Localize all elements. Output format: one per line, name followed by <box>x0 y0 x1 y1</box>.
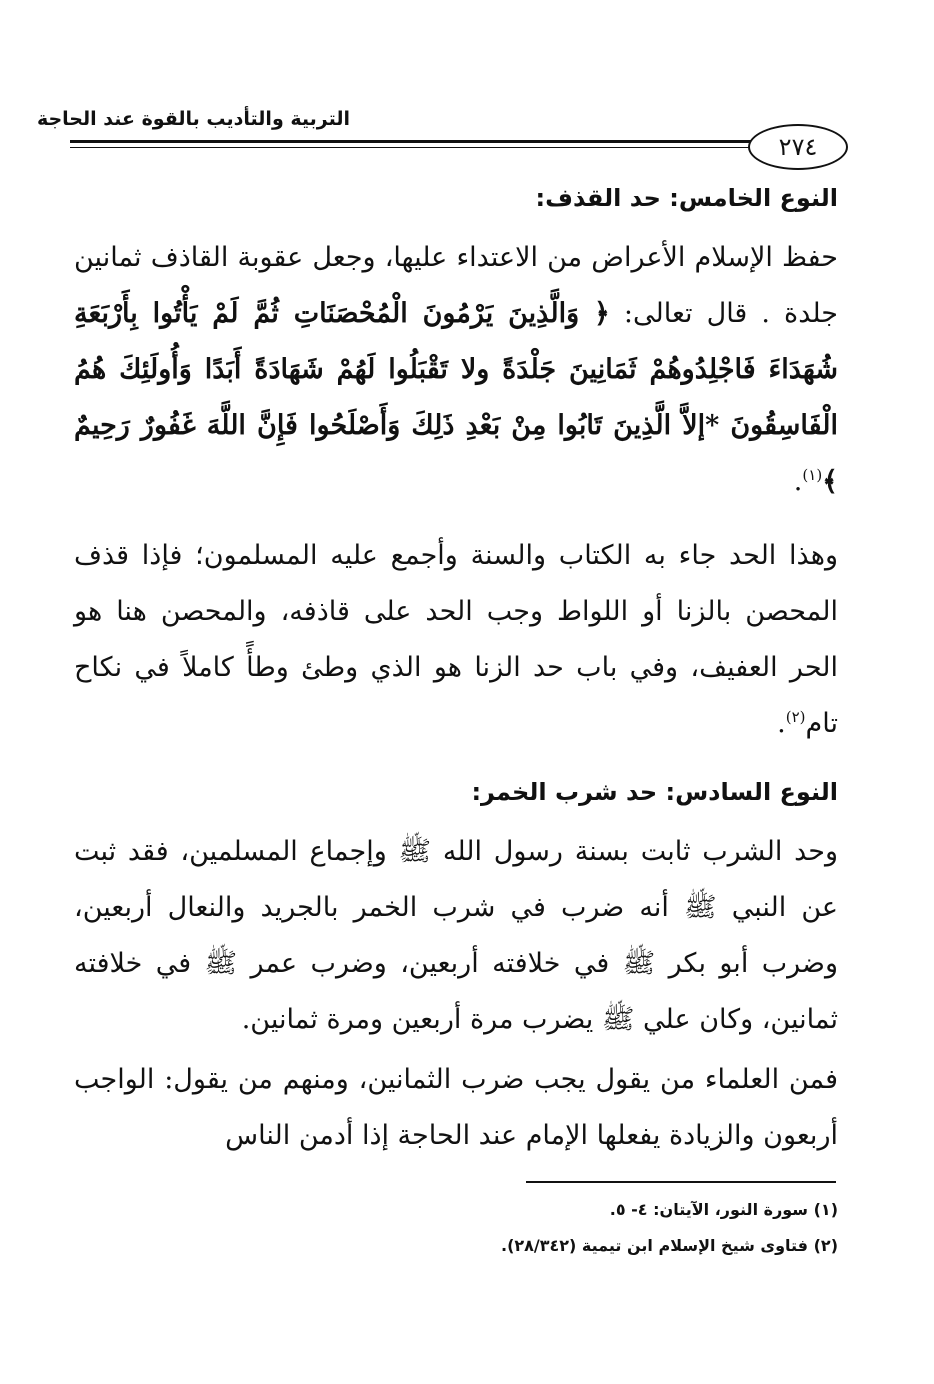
main-content <box>74 170 838 1168</box>
running-title: التربية والتأديب بالقوة عند الحاجة <box>36 108 350 130</box>
paragraph-end-mark: . <box>777 708 786 739</box>
footnote-ref-1: (١) <box>802 466 823 484</box>
footnote-separator <box>526 1181 836 1183</box>
header-rule-thick <box>70 140 760 143</box>
footnote-1: (١) سورة النور، الآيتان: ٤- ٥. <box>609 1200 838 1219</box>
paragraph-khamr-scholars: فمن العلماء من يقول يجب ضرب الثمانين، ومنهم من يقول: الواجب أربعون والزيادة يفعلها الإمام عند الحاجة إذا أدمن الناس <box>74 1064 838 1151</box>
paragraph-end-mark: . <box>793 466 803 497</box>
quran-verse: ﴿ وَالَّذِينَ يَرْمُونَ الْمُحْصَنَاتِ ثُمَّ لَمْ يَأْتُوا بِأَرْبَعَةِ شُهَدَاءَ فَاجْلِدُوهُمْ ثَمَانِينَ جَلْدَةً ولا تَقْبَلُوا لَهُمْ شَهَادَةً أَبَدًا وَأُولَئِكَ هُمُ الْفَاسِقُونَ *إلاَّ الَّذِينَ تَابُوا مِنْ بَعْدِ ذَلِكَ وَأَصْلَحُوا فَإِنَّ اللَّهَ غَفُورٌ رَحِيمٌ ﴾ <box>74 298 838 497</box>
paragraph-khamr-sunnah: وحد الشرب ثابت بسنة رسول الله ﷺ وإجماع المسلمين، فقد ثبت عن النبي ﷺ أنه ضرب في شرب الخمر بالجريد والنعال أربعين، وضرب أبو بكر ﷺ في خلافته أربعين، وضرب عمر ﷺ في خلافته ثمانين، وكان علي ﷺ يضرب مرة أربعين ومرة ثمانين. <box>74 836 838 1035</box>
footnotes <box>338 1192 838 1264</box>
page-number-badge <box>748 124 848 170</box>
footnote-2: (٢) فتاوى شيخ الإسلام ابن تيمية (٢٨/٣٤٢). <box>500 1236 838 1255</box>
paragraph-intro: حفظ الإسلام الأعراض من الاعتداء عليها، وجعل عقوبة القاذف ثمانين جلدة . قال تعالى: <box>74 242 838 329</box>
section-heading-qadhf: النوع الخامس: حد القذف: <box>535 184 838 212</box>
paragraph-text: وهذا الحد جاء به الكتاب والسنة وأجمع عليه المسلمون؛ فإذا قذف المحصن بالزنا أو اللواط وجب الحد على قاذفه، والمحصن هنا هو الحر العفيف، وفي باب حد الزنا هو الذي وطئ وطأً كاملاً في نكاح تام <box>74 540 838 739</box>
section-heading-khamr: النوع السادس: حد شرب الخمر: <box>471 778 838 806</box>
paragraph-qadhf-ruling <box>74 528 838 752</box>
page-number: ٢٧٤ <box>778 133 818 161</box>
footnote-ref-2: (٢) <box>785 708 806 726</box>
paragraph-qadhf-verse <box>74 230 838 510</box>
header-rule-thin <box>70 147 760 148</box>
